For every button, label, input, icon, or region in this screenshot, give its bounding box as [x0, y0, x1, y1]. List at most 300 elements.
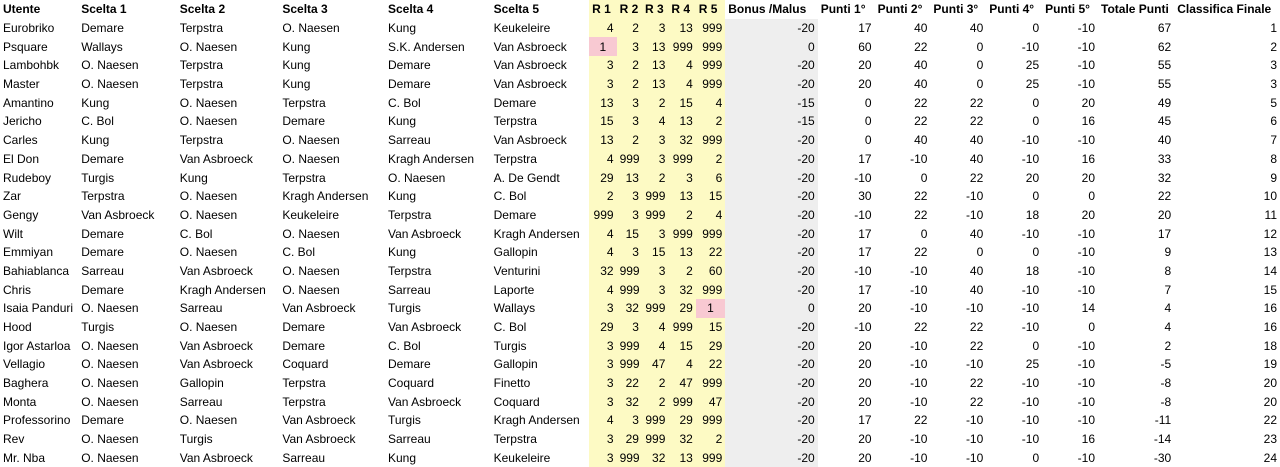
column-header[interactable]: Punti 5°: [1042, 0, 1098, 19]
table-cell[interactable]: 3: [1174, 75, 1280, 94]
table-cell[interactable]: Laporte: [491, 280, 590, 299]
table-cell[interactable]: 2: [1174, 37, 1280, 56]
table-cell[interactable]: 999: [696, 449, 725, 467]
table-cell[interactable]: -10: [818, 168, 875, 187]
table-cell[interactable]: 0: [986, 187, 1042, 206]
column-header[interactable]: Punti 1°: [818, 0, 875, 19]
table-cell[interactable]: -10: [1042, 75, 1098, 94]
table-cell[interactable]: 2: [589, 187, 616, 206]
table-cell[interactable]: 22: [930, 392, 986, 411]
table-cell[interactable]: C. Bol: [491, 187, 590, 206]
table-cell[interactable]: 3: [642, 131, 668, 150]
table-cell[interactable]: 999: [642, 187, 668, 206]
table-cell[interactable]: 15: [696, 318, 725, 337]
user-cell[interactable]: Rev: [0, 430, 78, 449]
table-cell[interactable]: -10: [875, 355, 931, 374]
table-cell[interactable]: 999: [696, 224, 725, 243]
table-cell[interactable]: 20: [1042, 168, 1098, 187]
table-cell[interactable]: 11: [1174, 206, 1280, 225]
table-cell[interactable]: 2: [696, 112, 725, 131]
table-cell[interactable]: Demare: [491, 93, 590, 112]
table-cell[interactable]: 9: [1098, 243, 1174, 262]
table-cell[interactable]: -8: [1098, 374, 1174, 393]
table-cell[interactable]: 7: [1174, 131, 1280, 150]
table-cell[interactable]: 60: [696, 262, 725, 281]
table-cell[interactable]: 20: [1042, 206, 1098, 225]
table-cell[interactable]: 0: [1042, 187, 1098, 206]
table-cell[interactable]: 1: [1174, 19, 1280, 38]
table-cell[interactable]: O. Naesen: [177, 112, 280, 131]
table-cell[interactable]: 3: [589, 56, 616, 75]
table-cell[interactable]: -10: [875, 449, 931, 467]
table-cell[interactable]: 3: [589, 392, 616, 411]
table-cell[interactable]: Coquard: [385, 374, 491, 393]
table-cell[interactable]: -10: [1042, 411, 1098, 430]
table-cell[interactable]: -10: [875, 374, 931, 393]
table-cell[interactable]: -20: [725, 75, 817, 94]
table-cell[interactable]: 0: [986, 112, 1042, 131]
table-cell[interactable]: 4: [668, 75, 695, 94]
table-cell[interactable]: C. Bol: [491, 318, 590, 337]
table-cell[interactable]: Keukeleire: [491, 19, 590, 38]
column-header[interactable]: Totale Punti: [1098, 0, 1174, 19]
table-cell[interactable]: Terpstra: [385, 262, 491, 281]
table-cell[interactable]: 60: [818, 37, 875, 56]
table-cell[interactable]: Terpstra: [177, 75, 280, 94]
table-cell[interactable]: 15: [642, 243, 668, 262]
table-cell[interactable]: Kragh Andersen: [385, 150, 491, 169]
table-cell[interactable]: 40: [1098, 131, 1174, 150]
table-cell[interactable]: 20: [1174, 374, 1280, 393]
table-cell[interactable]: 40: [930, 150, 986, 169]
table-cell[interactable]: -10: [986, 430, 1042, 449]
table-cell[interactable]: 13: [668, 112, 695, 131]
table-cell[interactable]: 55: [1098, 75, 1174, 94]
table-cell[interactable]: -10: [1042, 37, 1098, 56]
table-cell[interactable]: Van Asbroeck: [177, 336, 280, 355]
table-cell[interactable]: -10: [930, 187, 986, 206]
table-cell[interactable]: 3: [617, 318, 642, 337]
table-cell[interactable]: 4: [642, 336, 668, 355]
user-cell[interactable]: Lambohbk: [0, 56, 78, 75]
table-cell[interactable]: 4: [1098, 318, 1174, 337]
table-cell[interactable]: -14: [1098, 430, 1174, 449]
table-cell[interactable]: 22: [696, 355, 725, 374]
table-cell[interactable]: Kragh Andersen: [177, 280, 280, 299]
table-cell[interactable]: 3: [589, 430, 616, 449]
table-cell[interactable]: 45: [1098, 112, 1174, 131]
table-cell[interactable]: -10: [875, 430, 931, 449]
table-cell[interactable]: Kragh Andersen: [491, 411, 590, 430]
table-cell[interactable]: 22: [930, 336, 986, 355]
table-cell[interactable]: 4: [668, 56, 695, 75]
table-cell[interactable]: O. Naesen: [78, 56, 177, 75]
table-cell[interactable]: 13: [617, 168, 642, 187]
column-header[interactable]: Scelta 4: [385, 0, 491, 19]
table-cell[interactable]: Wallays: [491, 299, 590, 318]
table-cell[interactable]: Demare: [78, 243, 177, 262]
table-cell[interactable]: 20: [818, 299, 875, 318]
table-cell[interactable]: Demare: [78, 224, 177, 243]
table-cell[interactable]: 1: [589, 37, 616, 56]
table-cell[interactable]: -10: [986, 374, 1042, 393]
table-cell[interactable]: -10: [930, 206, 986, 225]
table-cell[interactable]: 2: [617, 131, 642, 150]
table-cell[interactable]: O. Naesen: [279, 150, 385, 169]
table-cell[interactable]: 47: [696, 392, 725, 411]
table-cell[interactable]: -20: [725, 318, 817, 337]
table-cell[interactable]: -10: [1042, 56, 1098, 75]
table-cell[interactable]: 3: [617, 206, 642, 225]
table-cell[interactable]: O. Naesen: [279, 262, 385, 281]
table-cell[interactable]: -20: [725, 392, 817, 411]
table-cell[interactable]: 0: [725, 37, 817, 56]
table-cell[interactable]: 40: [875, 56, 931, 75]
table-cell[interactable]: O. Naesen: [177, 93, 280, 112]
table-cell[interactable]: 3: [1174, 56, 1280, 75]
table-cell[interactable]: O. Naesen: [177, 187, 280, 206]
column-header[interactable]: Scelta 2: [177, 0, 280, 19]
table-cell[interactable]: 999: [696, 411, 725, 430]
table-cell[interactable]: -10: [875, 262, 931, 281]
table-cell[interactable]: -10: [1042, 280, 1098, 299]
table-cell[interactable]: 8: [1174, 150, 1280, 169]
table-cell[interactable]: 13: [642, 37, 668, 56]
table-cell[interactable]: -20: [725, 355, 817, 374]
table-cell[interactable]: Sarreau: [385, 131, 491, 150]
table-cell[interactable]: Sarreau: [177, 299, 280, 318]
table-cell[interactable]: Terpstra: [491, 150, 590, 169]
table-cell[interactable]: Keukeleire: [279, 206, 385, 225]
table-cell[interactable]: -20: [725, 280, 817, 299]
table-cell[interactable]: 0: [986, 449, 1042, 467]
table-cell[interactable]: O. Naesen: [78, 75, 177, 94]
user-cell[interactable]: Professorino: [0, 411, 78, 430]
table-cell[interactable]: -30: [1098, 449, 1174, 467]
table-cell[interactable]: S.K. Andersen: [385, 37, 491, 56]
table-cell[interactable]: 4: [589, 224, 616, 243]
table-cell[interactable]: 22: [875, 243, 931, 262]
column-header[interactable]: R 5: [696, 0, 725, 19]
user-cell[interactable]: El Don: [0, 150, 78, 169]
table-cell[interactable]: 40: [875, 131, 931, 150]
table-cell[interactable]: Terpstra: [385, 206, 491, 225]
table-cell[interactable]: -10: [818, 262, 875, 281]
table-cell[interactable]: 16: [1174, 318, 1280, 337]
column-header[interactable]: Scelta 5: [491, 0, 590, 19]
table-cell[interactable]: -20: [725, 19, 817, 38]
table-cell[interactable]: Coquard: [491, 392, 590, 411]
table-cell[interactable]: -10: [875, 280, 931, 299]
table-cell[interactable]: Sarreau: [177, 392, 280, 411]
table-cell[interactable]: Van Asbroeck: [279, 430, 385, 449]
table-cell[interactable]: 32: [642, 449, 668, 467]
table-cell[interactable]: 40: [930, 262, 986, 281]
table-cell[interactable]: Terpstra: [491, 112, 590, 131]
table-cell[interactable]: Kung: [385, 112, 491, 131]
table-cell[interactable]: Sarreau: [78, 262, 177, 281]
table-cell[interactable]: 4: [1098, 299, 1174, 318]
table-cell[interactable]: Van Asbroeck: [385, 318, 491, 337]
table-cell[interactable]: Demare: [385, 56, 491, 75]
table-cell[interactable]: 999: [668, 37, 695, 56]
table-cell[interactable]: Terpstra: [279, 392, 385, 411]
table-cell[interactable]: 32: [668, 131, 695, 150]
table-cell[interactable]: 999: [696, 37, 725, 56]
table-cell[interactable]: O. Naesen: [385, 168, 491, 187]
table-cell[interactable]: Demare: [78, 280, 177, 299]
table-cell[interactable]: -10: [875, 299, 931, 318]
table-cell[interactable]: 22: [875, 93, 931, 112]
table-cell[interactable]: 47: [668, 374, 695, 393]
table-cell[interactable]: Terpstra: [279, 93, 385, 112]
table-cell[interactable]: 999: [668, 318, 695, 337]
table-cell[interactable]: Terpstra: [177, 19, 280, 38]
user-cell[interactable]: Jericho: [0, 112, 78, 131]
table-cell[interactable]: 19: [1174, 355, 1280, 374]
table-cell[interactable]: 18: [986, 262, 1042, 281]
table-cell[interactable]: 3: [589, 374, 616, 393]
table-cell[interactable]: 13: [642, 56, 668, 75]
column-header[interactable]: Scelta 1: [78, 0, 177, 19]
table-cell[interactable]: 8: [1098, 262, 1174, 281]
column-header[interactable]: Punti 2°: [875, 0, 931, 19]
user-cell[interactable]: Vellagio: [0, 355, 78, 374]
table-cell[interactable]: O. Naesen: [78, 336, 177, 355]
table-cell[interactable]: 22: [930, 93, 986, 112]
table-cell[interactable]: 3: [617, 243, 642, 262]
table-cell[interactable]: 999: [696, 75, 725, 94]
table-cell[interactable]: Kragh Andersen: [279, 187, 385, 206]
table-cell[interactable]: Van Asbroeck: [177, 355, 280, 374]
table-cell[interactable]: O. Naesen: [78, 449, 177, 467]
table-cell[interactable]: 0: [875, 168, 931, 187]
table-cell[interactable]: Terpstra: [491, 430, 590, 449]
table-cell[interactable]: 2: [1098, 336, 1174, 355]
table-cell[interactable]: 0: [1042, 318, 1098, 337]
table-cell[interactable]: -20: [725, 430, 817, 449]
table-cell[interactable]: 999: [617, 150, 642, 169]
table-cell[interactable]: 40: [930, 224, 986, 243]
column-header[interactable]: Punti 3°: [930, 0, 986, 19]
table-cell[interactable]: -10: [818, 318, 875, 337]
table-cell[interactable]: Kung: [385, 449, 491, 467]
table-cell[interactable]: 32: [1098, 168, 1174, 187]
table-cell[interactable]: 55: [1098, 56, 1174, 75]
table-cell[interactable]: O. Naesen: [279, 224, 385, 243]
table-cell[interactable]: 22: [875, 112, 931, 131]
table-cell[interactable]: 22: [1174, 411, 1280, 430]
user-cell[interactable]: Eurobriko: [0, 19, 78, 38]
table-cell[interactable]: -10: [818, 206, 875, 225]
table-cell[interactable]: Wallays: [78, 37, 177, 56]
table-cell[interactable]: 16: [1042, 112, 1098, 131]
table-cell[interactable]: 0: [875, 224, 931, 243]
table-cell[interactable]: 20: [1042, 93, 1098, 112]
table-cell[interactable]: Turgis: [78, 318, 177, 337]
table-cell[interactable]: 0: [818, 112, 875, 131]
table-cell[interactable]: 2: [668, 262, 695, 281]
table-cell[interactable]: -10: [986, 37, 1042, 56]
user-cell[interactable]: Igor Astarloa: [0, 336, 78, 355]
table-cell[interactable]: 20: [818, 75, 875, 94]
table-cell[interactable]: Kung: [78, 93, 177, 112]
table-cell[interactable]: 13: [668, 19, 695, 38]
table-cell[interactable]: -20: [725, 243, 817, 262]
table-cell[interactable]: 0: [986, 93, 1042, 112]
table-cell[interactable]: 4: [642, 112, 668, 131]
table-cell[interactable]: 4: [589, 411, 616, 430]
table-cell[interactable]: 3: [589, 75, 616, 94]
table-cell[interactable]: 999: [696, 374, 725, 393]
table-cell[interactable]: -10: [930, 411, 986, 430]
table-cell[interactable]: O. Naesen: [78, 374, 177, 393]
table-cell[interactable]: 7: [1098, 280, 1174, 299]
table-cell[interactable]: O. Naesen: [78, 430, 177, 449]
table-cell[interactable]: 20: [986, 168, 1042, 187]
table-cell[interactable]: 29: [617, 430, 642, 449]
table-cell[interactable]: -10: [1042, 392, 1098, 411]
user-cell[interactable]: Mr. Nba: [0, 449, 78, 467]
table-cell[interactable]: 15: [668, 93, 695, 112]
table-cell[interactable]: 999: [617, 262, 642, 281]
table-cell[interactable]: 2: [668, 206, 695, 225]
table-cell[interactable]: -10: [986, 299, 1042, 318]
table-cell[interactable]: -10: [986, 131, 1042, 150]
table-cell[interactable]: -10: [930, 430, 986, 449]
table-cell[interactable]: 20: [1098, 206, 1174, 225]
table-cell[interactable]: O. Naesen: [279, 131, 385, 150]
table-cell[interactable]: 13: [668, 187, 695, 206]
table-cell[interactable]: -10: [875, 336, 931, 355]
table-cell[interactable]: Kung: [385, 19, 491, 38]
table-cell[interactable]: Turgis: [78, 168, 177, 187]
table-cell[interactable]: -10: [1042, 131, 1098, 150]
table-cell[interactable]: 23: [1174, 430, 1280, 449]
table-cell[interactable]: 999: [617, 449, 642, 467]
table-cell[interactable]: 15: [589, 112, 616, 131]
user-cell[interactable]: Hood: [0, 318, 78, 337]
table-cell[interactable]: 3: [589, 355, 616, 374]
table-cell[interactable]: 4: [589, 19, 616, 38]
table-cell[interactable]: Finetto: [491, 374, 590, 393]
table-cell[interactable]: 22: [930, 318, 986, 337]
table-cell[interactable]: 17: [818, 224, 875, 243]
table-cell[interactable]: 3: [642, 262, 668, 281]
table-cell[interactable]: 999: [642, 206, 668, 225]
table-cell[interactable]: Van Asbroeck: [177, 449, 280, 467]
table-cell[interactable]: 20: [818, 336, 875, 355]
table-cell[interactable]: C. Bol: [78, 112, 177, 131]
table-cell[interactable]: 22: [930, 112, 986, 131]
table-cell[interactable]: 4: [642, 318, 668, 337]
table-cell[interactable]: 2: [642, 392, 668, 411]
table-cell[interactable]: -10: [875, 392, 931, 411]
table-cell[interactable]: Kung: [385, 187, 491, 206]
table-cell[interactable]: 22: [930, 374, 986, 393]
table-cell[interactable]: Van Asbroeck: [279, 299, 385, 318]
table-cell[interactable]: 2: [617, 75, 642, 94]
table-cell[interactable]: Kung: [279, 75, 385, 94]
table-cell[interactable]: Sarreau: [385, 280, 491, 299]
table-cell[interactable]: Van Asbroeck: [177, 150, 280, 169]
table-cell[interactable]: -15: [725, 93, 817, 112]
table-cell[interactable]: 2: [696, 150, 725, 169]
table-cell[interactable]: -20: [725, 336, 817, 355]
table-cell[interactable]: Turgis: [491, 336, 590, 355]
table-cell[interactable]: 3: [617, 411, 642, 430]
user-cell[interactable]: Amantino: [0, 93, 78, 112]
table-cell[interactable]: 17: [818, 19, 875, 38]
table-cell[interactable]: 3: [668, 168, 695, 187]
table-cell[interactable]: O. Naesen: [78, 392, 177, 411]
table-cell[interactable]: 0: [986, 243, 1042, 262]
table-cell[interactable]: 40: [930, 131, 986, 150]
table-cell[interactable]: 999: [617, 355, 642, 374]
table-cell[interactable]: Terpstra: [279, 374, 385, 393]
table-cell[interactable]: -10: [1042, 336, 1098, 355]
table-cell[interactable]: O. Naesen: [177, 411, 280, 430]
table-cell[interactable]: 4: [696, 206, 725, 225]
table-cell[interactable]: C. Bol: [385, 93, 491, 112]
table-cell[interactable]: O. Naesen: [279, 19, 385, 38]
table-cell[interactable]: -20: [725, 224, 817, 243]
table-cell[interactable]: 6: [696, 168, 725, 187]
table-cell[interactable]: 20: [818, 355, 875, 374]
table-cell[interactable]: Demare: [78, 150, 177, 169]
table-cell[interactable]: 40: [930, 280, 986, 299]
table-cell[interactable]: -20: [725, 411, 817, 430]
user-cell[interactable]: Gengy: [0, 206, 78, 225]
table-cell[interactable]: 24: [1174, 449, 1280, 467]
user-cell[interactable]: Rudeboy: [0, 168, 78, 187]
table-cell[interactable]: 3: [617, 93, 642, 112]
table-cell[interactable]: -10: [930, 449, 986, 467]
table-cell[interactable]: 13: [589, 131, 616, 150]
table-cell[interactable]: 20: [818, 449, 875, 467]
table-cell[interactable]: O. Naesen: [177, 206, 280, 225]
table-cell[interactable]: O. Naesen: [78, 355, 177, 374]
table-cell[interactable]: 62: [1098, 37, 1174, 56]
table-cell[interactable]: -20: [725, 168, 817, 187]
table-cell[interactable]: 17: [818, 150, 875, 169]
table-cell[interactable]: Kung: [78, 131, 177, 150]
table-cell[interactable]: O. Naesen: [177, 37, 280, 56]
table-cell[interactable]: O. Naesen: [78, 299, 177, 318]
table-cell[interactable]: 2: [617, 56, 642, 75]
table-cell[interactable]: 14: [1042, 299, 1098, 318]
table-cell[interactable]: Keukeleire: [491, 449, 590, 467]
table-cell[interactable]: 999: [696, 280, 725, 299]
table-cell[interactable]: 0: [930, 243, 986, 262]
table-cell[interactable]: 20: [818, 374, 875, 393]
table-cell[interactable]: 2: [617, 19, 642, 38]
table-cell[interactable]: -10: [1042, 374, 1098, 393]
table-cell[interactable]: Kung: [177, 168, 280, 187]
table-cell[interactable]: -10: [1042, 355, 1098, 374]
table-cell[interactable]: 32: [668, 430, 695, 449]
table-cell[interactable]: Sarreau: [385, 430, 491, 449]
table-cell[interactable]: 17: [1098, 224, 1174, 243]
table-cell[interactable]: 30: [818, 187, 875, 206]
table-cell[interactable]: Van Asbroeck: [491, 75, 590, 94]
table-cell[interactable]: 999: [642, 299, 668, 318]
column-header[interactable]: R 1: [589, 0, 616, 19]
table-cell[interactable]: 13: [668, 243, 695, 262]
table-cell[interactable]: 4: [696, 93, 725, 112]
column-header[interactable]: Utente: [0, 0, 78, 19]
table-cell[interactable]: 22: [875, 411, 931, 430]
